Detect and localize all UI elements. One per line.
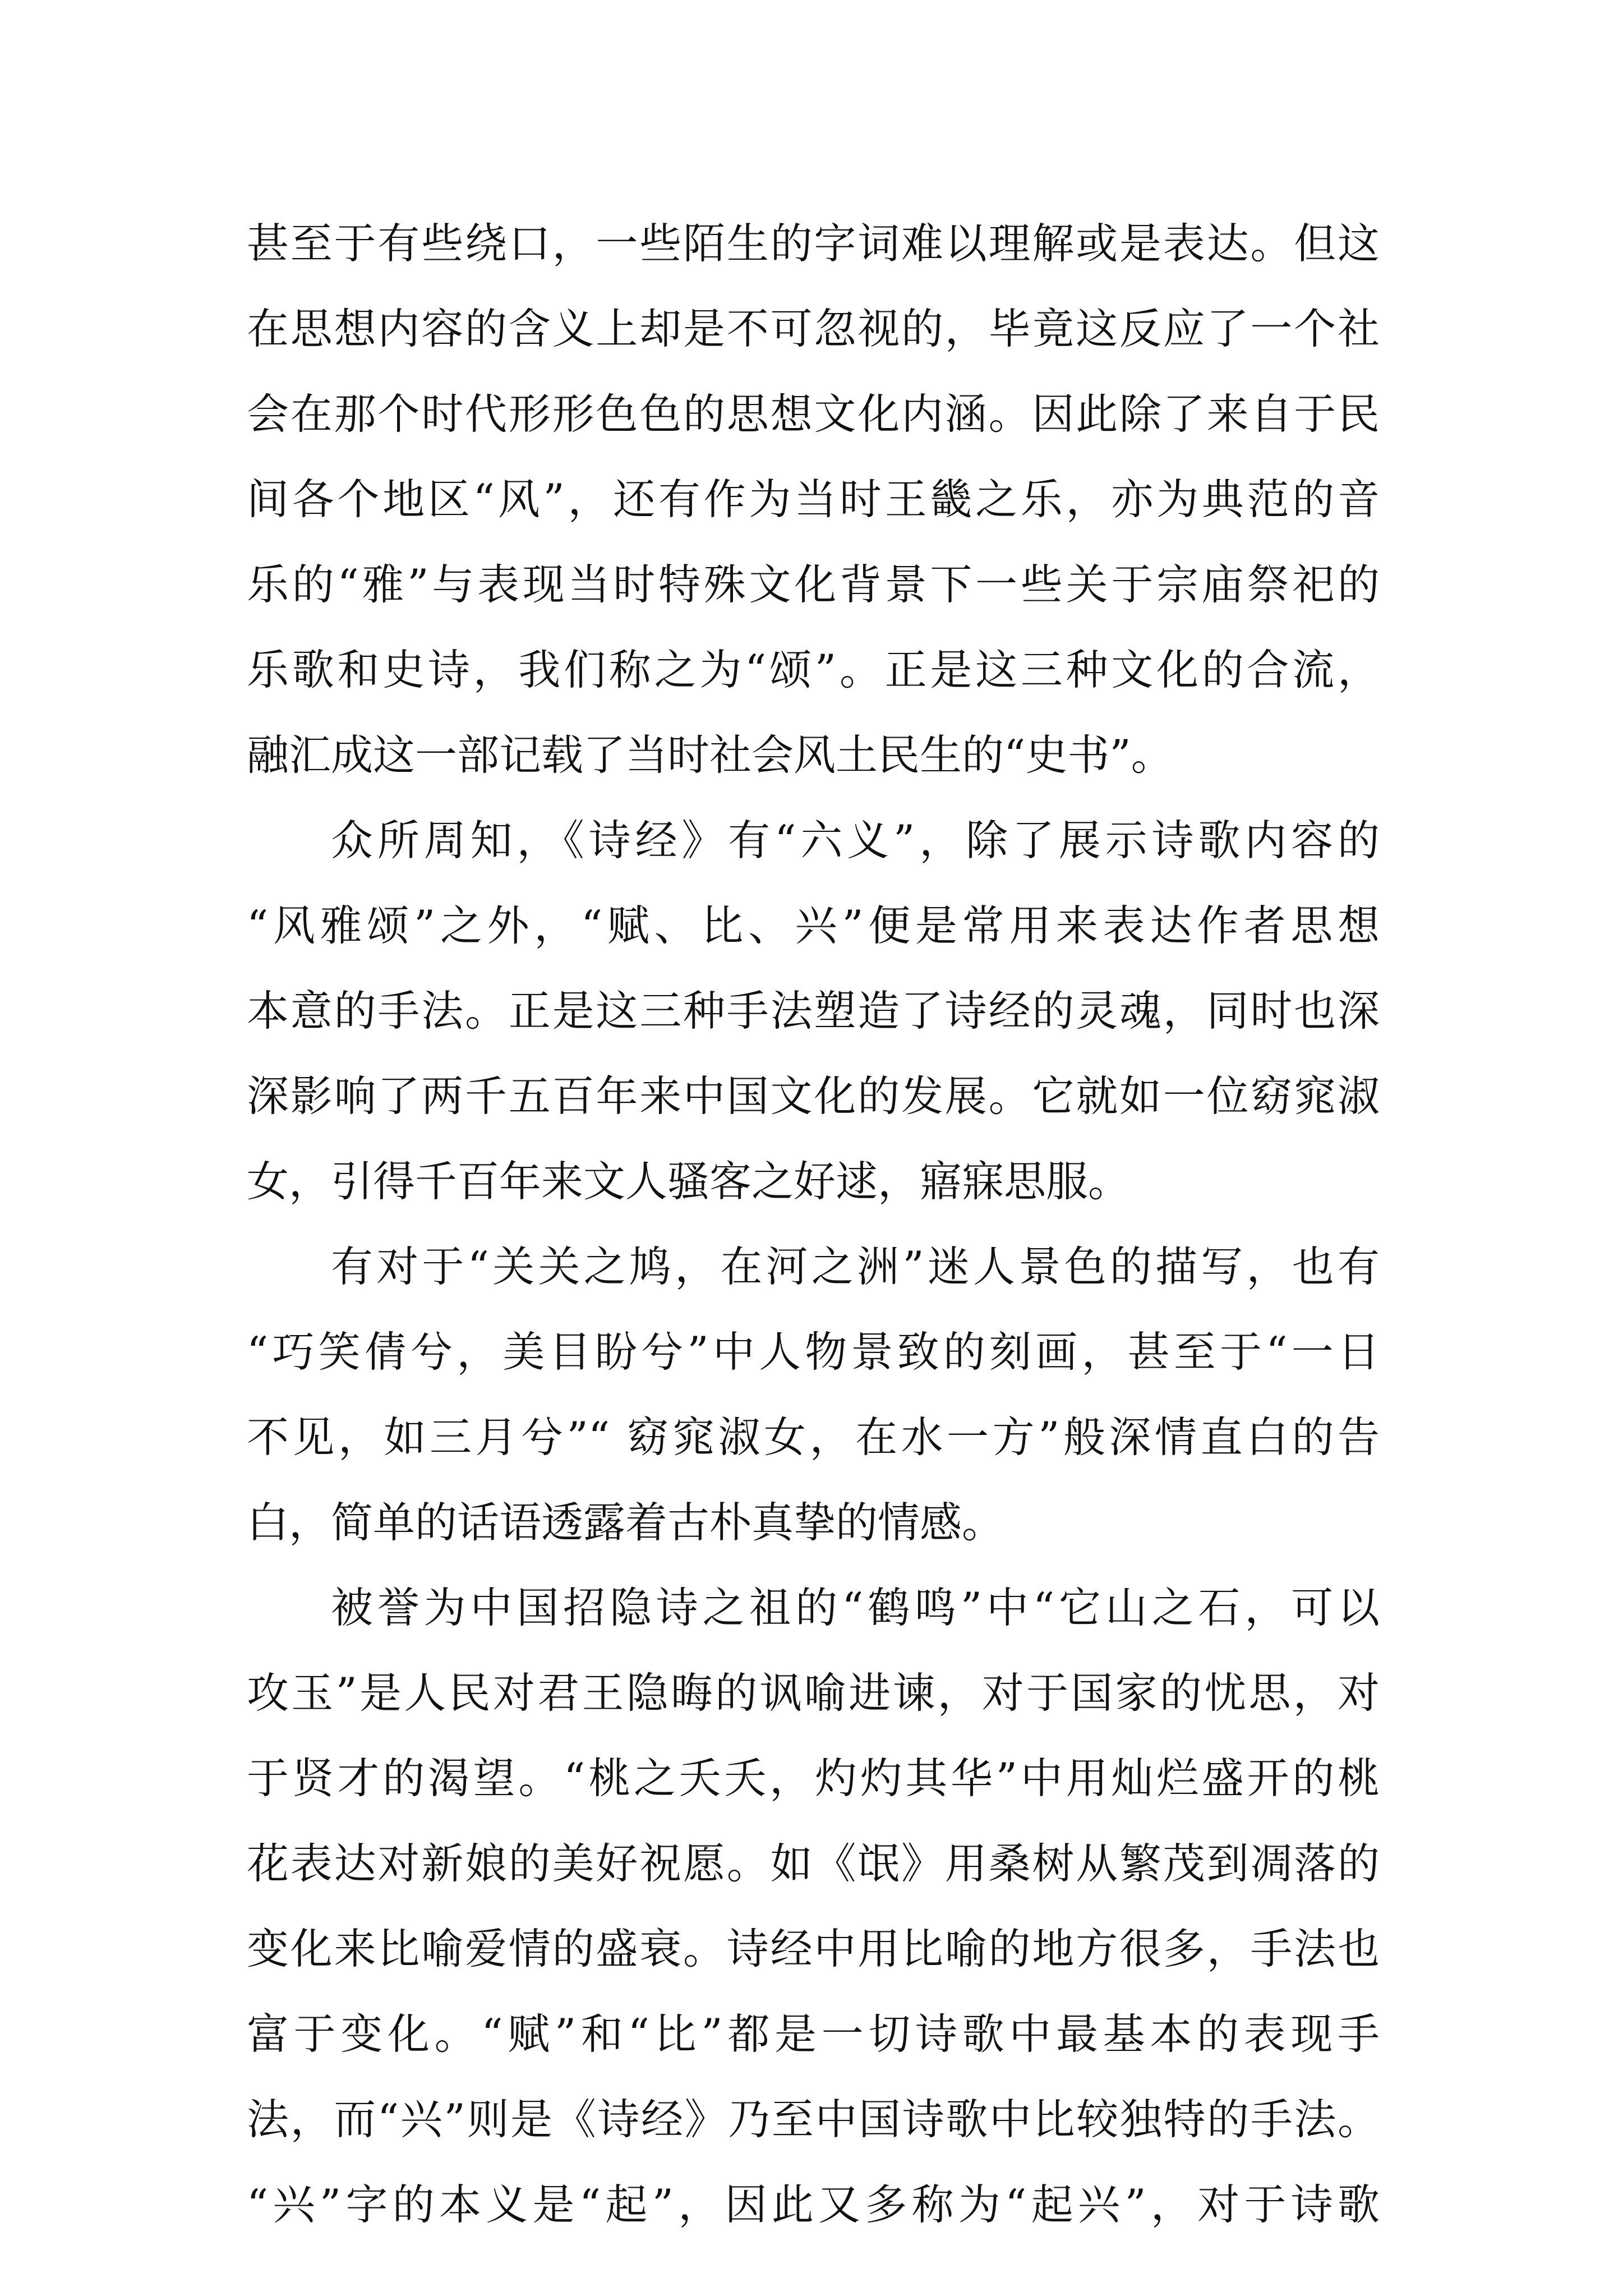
- text-line: 甚至于有些绕口，一些陌生的字词难以理解或是表达。但这: [247, 219, 1380, 268]
- text-line: “巧笑倩兮，美目盼兮”中人物景致的刻画，甚至于“一日: [247, 1327, 1380, 1377]
- text-line: 深影响了两千五百年来中国文化的发展。它就如一位窈窕淑: [247, 1071, 1380, 1121]
- text-line: 富于变化。“赋”和“比”都是一切诗歌中最基本的表现手: [247, 2009, 1380, 2059]
- text-line: 女，引得千百年来文人骚客之好逑，寤寐思服。: [247, 1157, 1131, 1206]
- text-line: 攻玉”是人民对君王隐晦的讽喻进谏，对于国家的忧思，对: [247, 1668, 1380, 1718]
- text-line: 变化来比喻爱情的盛衰。诗经中用比喻的地方很多，手法也: [247, 1924, 1380, 1973]
- text-line: 有对于“关关之鸠，在河之洲”迷人景色的描写，也有: [331, 1242, 1380, 1291]
- text-line: 在思想内容的含义上却是不可忽视的，毕竟这反应了一个社: [247, 304, 1380, 353]
- text-line: 于贤才的渴望。“桃之夭夭，灼灼其华”中用灿烂盛开的桃: [247, 1754, 1380, 1803]
- text-line: “兴”字的本义是“起”，因此又多称为“起兴”，对于诗歌: [247, 2180, 1380, 2229]
- document-page: [247, 201, 1380, 2247]
- text-line: 本意的手法。正是这三种手法塑造了诗经的灵魂，同时也深: [247, 986, 1380, 1036]
- text-line: 白，简单的话语透露着古朴真挚的情感。: [247, 1498, 1004, 1547]
- text-line: 会在那个时代形形色色的思想文化内涵。因此除了来自于民: [247, 389, 1380, 439]
- text-line: 众所周知，《诗经》有“六义”，除了展示诗歌内容的: [331, 816, 1380, 865]
- text-line: 法，而“兴”则是《诗经》乃至中国诗歌中比较独特的手法。: [247, 2095, 1380, 2144]
- text-line: 融汇成这一部记载了当时社会风土民生的“史书”。: [247, 730, 1173, 780]
- text-line: 乐歌和史诗，我们称之为“颂”。正是这三种文化的合流，: [247, 645, 1380, 694]
- text-line: 间各个地区“风”，还有作为当时王畿之乐，亦为典范的音: [247, 475, 1380, 524]
- text-line: 乐的“雅”与表现当时特殊文化背景下一些关于宗庙祭祀的: [247, 560, 1380, 609]
- text-line: 不见，如三月兮”“ 窈窕淑女，在水一方”般深情直白的告: [247, 1412, 1380, 1462]
- text-line: “风雅颂”之外，“赋、比、兴”便是常用来表达作者思想: [247, 901, 1380, 950]
- text-line: 花表达对新娘的美好祝愿。如《氓》用桑树从繁茂到凋落的: [247, 1839, 1380, 1888]
- text-line: 被誉为中国招隐诗之祖的“鹤鸣”中“它山之石，可以: [331, 1583, 1380, 1632]
